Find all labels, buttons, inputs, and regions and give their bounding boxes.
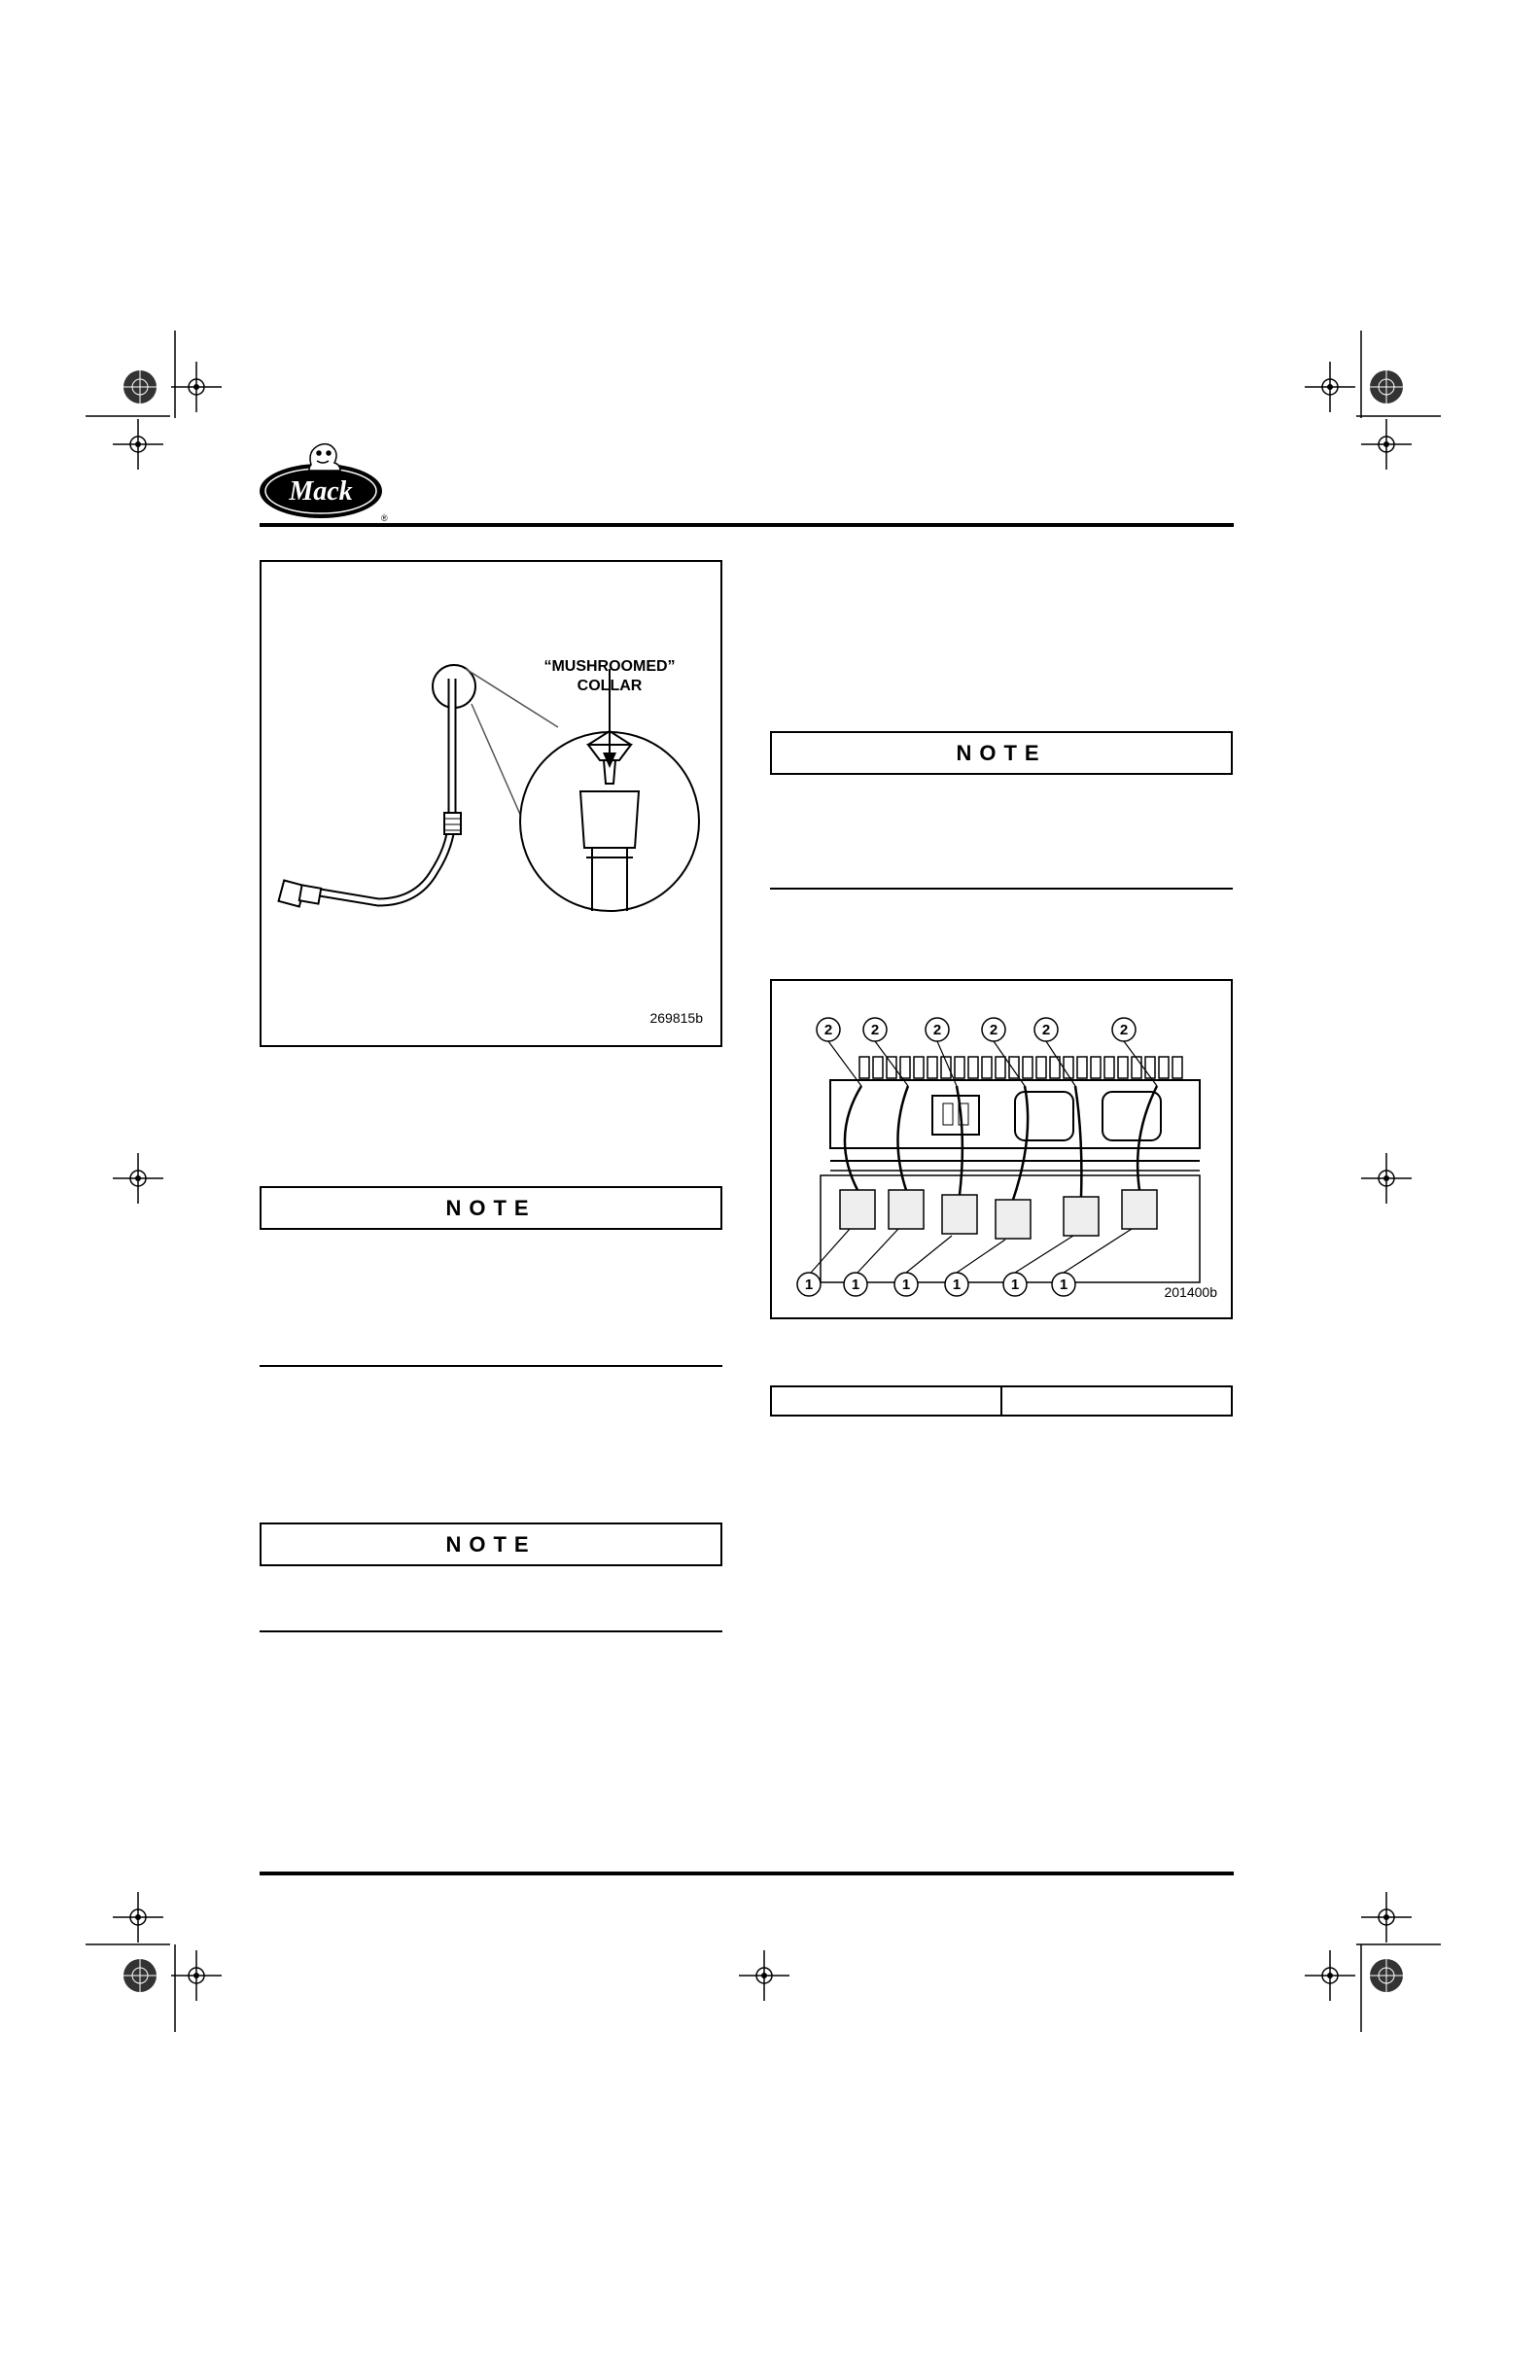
callout-2: 2 xyxy=(1041,1022,1051,1038)
callout-1: 1 xyxy=(1010,1277,1020,1293)
callout-1: 1 xyxy=(901,1277,911,1293)
callout-line-1: “MUSHROOMED” xyxy=(543,658,676,675)
table-cell xyxy=(1002,1387,1231,1415)
figure-code: 269815b xyxy=(649,1010,703,1026)
callout-line-2: COLLAR xyxy=(577,678,643,694)
engine-injector-figure xyxy=(770,979,1233,1319)
callout-2: 2 xyxy=(932,1022,942,1038)
data-table xyxy=(770,1385,1233,1417)
note-box-left-first: NOTE xyxy=(260,1186,722,1230)
footer-rule xyxy=(260,1872,1234,1875)
engine-illustration xyxy=(772,981,1231,1317)
note-box-right: NOTE xyxy=(770,731,1233,775)
svg-text:®: ® xyxy=(381,513,388,523)
note-box-left-second: NOTE xyxy=(260,1522,722,1566)
callout-1: 1 xyxy=(1059,1277,1068,1293)
callout-2: 2 xyxy=(989,1022,998,1038)
header-rule xyxy=(260,523,1234,527)
table-cell xyxy=(772,1387,1002,1415)
callout-2: 2 xyxy=(1119,1022,1129,1038)
svg-text:Mack: Mack xyxy=(289,476,353,507)
fuel-line-illustration xyxy=(262,562,720,1045)
note-end-rule-right xyxy=(770,888,1233,890)
callout-1: 1 xyxy=(952,1277,962,1293)
callout-1: 1 xyxy=(804,1277,814,1293)
mack-logo xyxy=(257,436,389,523)
fuel-line-figure xyxy=(260,560,722,1047)
callout-2: 2 xyxy=(823,1022,833,1038)
callout-2: 2 xyxy=(870,1022,880,1038)
figure-code: 201400b xyxy=(1164,1284,1217,1300)
callout-1: 1 xyxy=(851,1277,860,1293)
note-end-rule-left-first xyxy=(260,1365,722,1367)
note-end-rule-left-second xyxy=(260,1630,722,1632)
mushroomed-collar-label xyxy=(522,657,697,696)
